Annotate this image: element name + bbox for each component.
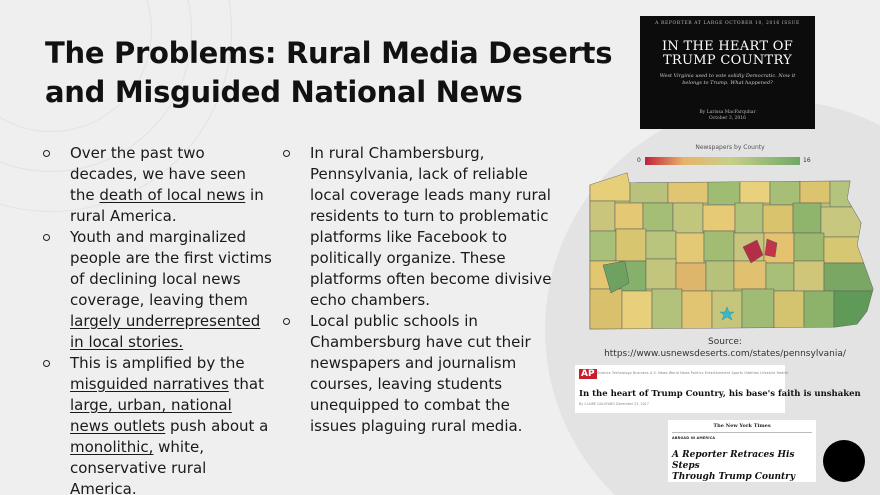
legend-max: 16 bbox=[803, 157, 811, 164]
bullet-item: In rural Chambersburg, Pennsylvania, lack of reliable local coverage leads many rural residents to turn to problematic platforms like Facebook to politically organize. These platforms often become divisive echo chambers. bbox=[310, 143, 555, 311]
death-of-local-news-link[interactable]: death of local news bbox=[99, 186, 246, 204]
source-url-link[interactable]: https://www.usnewsdeserts.com/states/pennsylvania/ bbox=[604, 349, 846, 359]
black-circle-button[interactable] bbox=[823, 440, 865, 482]
slide-title bbox=[45, 34, 615, 112]
bullet-column-left bbox=[70, 143, 275, 495]
misguided-narratives-link[interactable]: misguided narratives bbox=[70, 375, 229, 393]
cover-headline bbox=[640, 40, 815, 68]
cover-byline-name: By Larissa MacFarquhar bbox=[699, 110, 756, 115]
cover-headline-line: TRUMP COUNTRY bbox=[662, 53, 793, 68]
bullet-item bbox=[70, 227, 275, 353]
cover-subtitle: West Virginia used to vote solidly Democratic. Now it belongs to Trump. What happened? bbox=[659, 73, 796, 86]
bullet-item bbox=[70, 143, 275, 227]
bullet-text: Over the past two decades, we have seen the bbox=[70, 144, 246, 204]
map-source bbox=[600, 336, 850, 360]
bullet-text: white, conservative rural America. bbox=[70, 438, 207, 495]
nyt-kicker: ABROAD IN AMERICA bbox=[672, 436, 716, 440]
ap-logo: AP bbox=[581, 369, 595, 379]
source-label: Source: bbox=[708, 337, 742, 347]
cover-headline-line: IN THE HEART OF bbox=[661, 39, 794, 54]
bullet-column-right bbox=[310, 143, 555, 437]
nyt-headline-line: Through Trump Country bbox=[672, 472, 796, 482]
cover-byline-date: October 3, 2016 bbox=[708, 116, 747, 121]
ap-headline: In the heart of Trump Country, his base's faith is unshaken bbox=[579, 389, 861, 399]
underrepresented-link[interactable]: largely underrepresented in local stories. bbox=[70, 312, 261, 351]
cover-byline bbox=[640, 110, 815, 122]
legend-min: 0 bbox=[637, 157, 641, 164]
map-title: Newspapers by County bbox=[695, 144, 765, 151]
cover-top-line: A REPORTER AT LARGE OCTOBER 10, 2016 ISSUE bbox=[655, 21, 800, 26]
magazine-cover-image bbox=[640, 16, 815, 129]
ap-nav: Science Technology Business U.S. News World News Politics Entertainment Sports Oddities Lifestyle Health bbox=[597, 371, 789, 375]
bullet-item: Local public schools in Chambersburg have cut their newspapers and journalism courses, leaving students unequipped to combat the issues plaguing rural media. bbox=[310, 311, 555, 437]
title-line-2: and Misguided National News bbox=[45, 75, 523, 109]
bullet-text: Youth and marginalized people are the first victims of declining local news coverage, leaving them bbox=[70, 228, 272, 309]
nyt-rule bbox=[672, 432, 812, 433]
nyt-logo: The New York Times bbox=[713, 423, 771, 429]
monolithic-link[interactable]: monolithic, bbox=[70, 438, 154, 456]
nyt-headline-line: A Reporter Retraces His Steps bbox=[672, 450, 795, 471]
nyt-article-screenshot bbox=[668, 420, 816, 482]
bullet-text: This is amplified by the bbox=[70, 354, 245, 372]
bullet-text: in rural America. bbox=[70, 186, 264, 225]
pennsylvania-news-map bbox=[585, 143, 875, 338]
title-line-1: The Problems: Rural Media Deserts bbox=[45, 36, 613, 70]
ap-article-screenshot bbox=[575, 365, 861, 413]
nyt-headline bbox=[672, 450, 816, 483]
national-news-outlets-link[interactable]: large, urban, national news outlets bbox=[70, 396, 232, 435]
pennsylvania-map-graphic bbox=[585, 143, 875, 338]
bullet-text: push about a bbox=[165, 417, 269, 435]
bullet-item bbox=[70, 353, 275, 495]
bullet-text: that bbox=[228, 375, 264, 393]
ap-byline: By CLAIRE GALOFARO December 23, 2017 bbox=[579, 402, 649, 406]
